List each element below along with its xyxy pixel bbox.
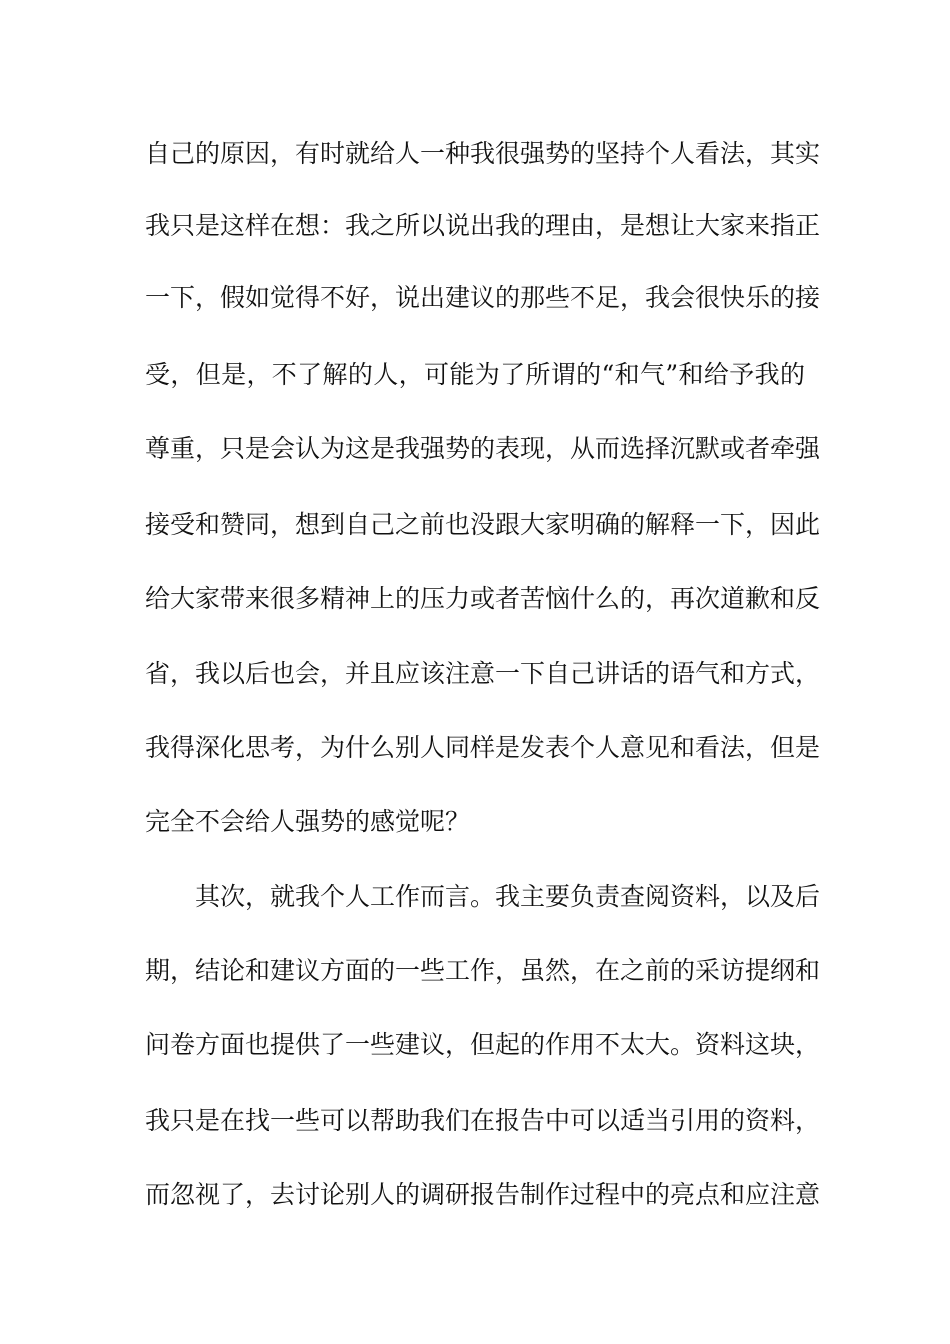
body-text-line: 受，但是，不了解的人，可能为了所谓的“和气”和给予我的 — [145, 360, 805, 389]
body-text-line: 一下，假如觉得不好，说出建议的那些不足，我会很快乐的接 — [145, 283, 821, 312]
body-text-line: 而忽视了，去讨论别人的调研报告制作过程中的亮点和应注意 — [145, 1180, 821, 1209]
body-text-line: 问卷方面也提供了一些建议，但起的作用不太大。资料这块， — [145, 1030, 821, 1059]
paragraph-first-line: 其次，就我个人工作而言。我主要负责查阅资料，以及后 — [195, 882, 821, 911]
body-text-line: 自己的原因，有时就给人一种我很强势的坚持个人看法，其实 — [145, 139, 821, 168]
body-text-line: 期，结论和建议方面的一些工作，虽然，在之前的采访提纲和 — [145, 956, 821, 985]
body-text-line: 省，我以后也会，并且应该注意一下自己讲话的语气和方式， — [145, 659, 821, 688]
body-text-line: 给大家带来很多精神上的压力或者苦恼什么的，再次道歉和反 — [145, 584, 821, 613]
body-text-line: 尊重，只是会认为这是我强势的表现，从而选择沉默或者牵强 — [145, 434, 821, 463]
paragraph-end-line: 完全不会给人强势的感觉呢？ — [145, 807, 471, 836]
body-text-line: 我只是这样在想：我之所以说出我的理由，是想让大家来指正 — [145, 211, 821, 240]
body-text-line: 我只是在找一些可以帮助我们在报告中可以适当引用的资料， — [145, 1106, 821, 1135]
body-text-line: 我得深化思考，为什么别人同样是发表个人意见和看法，但是 — [145, 733, 821, 762]
body-text-line: 接受和赞同，想到自己之前也没跟大家明确的解释一下，因此 — [145, 510, 821, 539]
